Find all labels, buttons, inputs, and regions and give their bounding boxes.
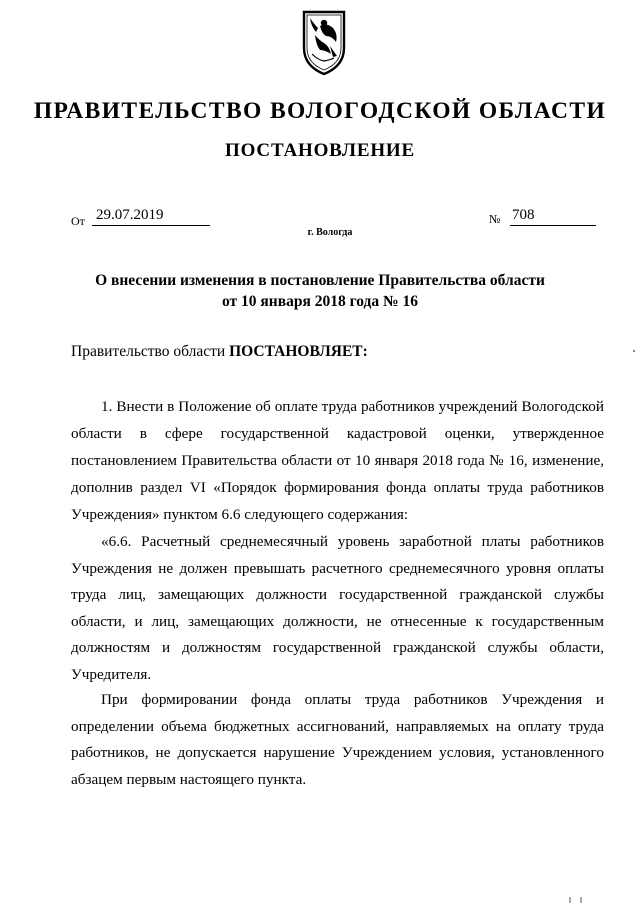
resolution-intro: [71, 343, 368, 361]
paragraph-3: При формировании фонда оплаты труда работников Учреждения и определении объема бюджетных ассигнований, направляемых на оплату труда работников, не допускается нарушение Учреждением условия, установленного абзацем первым настоящего пункта.: [71, 691, 604, 788]
resolution-keyword: ПОСТАНОВЛЯЕТ:: [229, 343, 368, 360]
vologda-coat-of-arms-icon: [300, 8, 348, 78]
subject-line-1: О внесении изменения в постановление Правительства области: [95, 272, 545, 289]
document-subject: [60, 270, 580, 312]
scan-mark: [633, 350, 635, 352]
document-number: 708: [510, 205, 596, 226]
paragraph-2: «6.6. Расчетный среднемесячный уровень заработной платы работников Учреждения не должен превышать расчетного среднемесячного уровня оплаты труда лиц, замещающих должности государственной гражданской службы области, и лиц, замещающих должности, не отнесенные к государственным должностям и должностям государственной гражданской службы области, Учредителя.: [71, 533, 604, 683]
resolution-intro-text: Правительство области: [71, 343, 230, 360]
number-label: №: [489, 212, 501, 226]
document-date: 29.07.2019: [92, 205, 210, 226]
subject-line-2: от 10 января 2018 года № 16: [222, 293, 418, 310]
scan-mark-bottom: [568, 896, 584, 904]
document-type: ПОСТАНОВЛЕНИЕ: [225, 140, 415, 161]
government-title: ПРАВИТЕЛЬСТВО ВОЛОГОДСКОЙ ОБЛАСТИ: [33, 98, 607, 124]
document-city: г. Вологда: [307, 227, 353, 238]
date-label: От: [71, 214, 85, 228]
paragraph-1: 1. Внести в Положение об оплате труда работников учреждений Вологодской области в сфере государственной кадастровой оценки, утвержденное постановлением Правительства области от 10 января 2018 года № 16, изменение, дополнив раздел VI «Порядок формирования фонда оплаты труда работников Учреждения» пунктом 6.6 следующего содержания:: [71, 398, 604, 523]
